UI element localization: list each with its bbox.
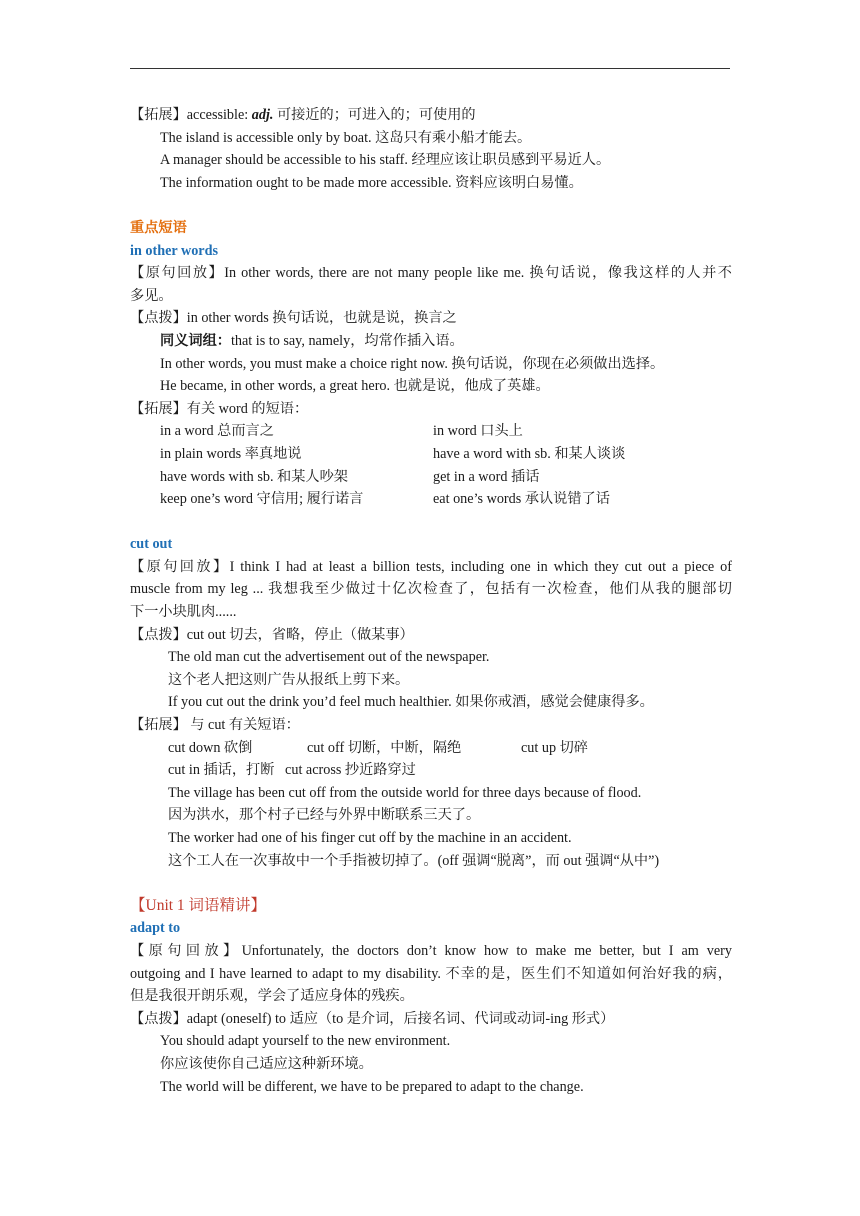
tip: 【点拨】adapt (oneself) to 适应（to 是介词，后接名词、代词或动词-ing 形式） (130, 1010, 615, 1027)
example-sentence: In other words, you must make a choice right now. 换句话说，你现在必须做出选择。 (160, 355, 665, 372)
tip: 【点拨】cut out 切去，省略，停止（做某事） (130, 626, 414, 643)
original-sentence-cont: 但是我很开朗乐观，学会了适应身体的残疾。 (130, 988, 414, 1005)
phrase-pair-row: in a word 总而言之 in word 口头上 (160, 423, 523, 440)
original-sentence: 【原句回放】In other words, there are not many people like me. 换句话说，像我这样的人并不 (130, 265, 732, 282)
example-sentence: The village has been cut off from the outside world for three days because of flood. (168, 784, 642, 801)
example-sentence: The information ought to be made more accessible. 资料应该明白易懂。 (160, 174, 583, 191)
phrase-title: in other words (130, 242, 219, 259)
header-rule (130, 68, 730, 69)
extension-head: 【拓展】有关 word 的短语： (130, 400, 309, 417)
original-sentence-cont: outgoing and I have learned to adapt to my disability. 不幸的是，医生们不知道如何治好我的病， (130, 965, 732, 982)
tip: 【点拨】in other words 换句话说，也就是说，换言之 (130, 310, 457, 327)
example-sentence: The world will be different, we have to be prepared to adapt to the change. (160, 1078, 584, 1095)
example-sentence: The worker had one of his finger cut off by the machine in an accident. (168, 830, 572, 846)
example-translation: 你应该使你自己适应这种新环境。 (160, 1055, 373, 1072)
synonym-line: 同义词组：that is to say, namely，均常作插入语。 (160, 332, 464, 349)
example-sentence: He became, in other words, a great hero. 也就是说，他成了英雄。 (160, 378, 550, 395)
phrase-title: cut out (130, 536, 173, 553)
original-sentence: 【原句回放】I think I had at least a billion tests, including one in which they cut out a piece of (130, 558, 732, 575)
original-sentence-cont: 下一小块肌肉...... (130, 604, 237, 621)
unit-title: 【Unit 1 词语精讲】 (130, 896, 267, 914)
extension-accessible: 【拓展】accessible: adj. 可接近的；可进入的；可使用的 (130, 107, 476, 123)
phrase-title: adapt to (130, 920, 181, 937)
example-translation: 这个工人在一次事故中一个手指被切掉了。(off 强调“脱离”，而 out 强调“从中”) (168, 852, 660, 869)
example-sentence: The island is accessible only by boat. 这岛只有乘小船才能去。 (160, 129, 532, 146)
example-sentence: If you cut out the drink you’d feel much healthier. 如果你戒酒，感觉会健康得多。 (168, 694, 654, 711)
cut-phrases-row: cut in 插话，打断 cut across 抄近路穿过 (168, 762, 416, 779)
original-sentence: 【原句回放】Unfortunately, the doctors don’t know how to make me better, but I am very (130, 942, 732, 959)
example-sentence: The old man cut the advertisement out of the newspaper. (168, 649, 490, 666)
phrase-pair-row: keep one’s word 守信用; 履行诺言 eat one’s words 承认说错了话 (160, 491, 610, 508)
section-title: 重点短语 (130, 219, 187, 236)
extension-head: 【拓展】 与 cut 有关短语： (130, 717, 300, 734)
phrase-pair-row: in plain words 率真地说 have a word with sb. 和某人谈谈 (160, 445, 626, 462)
cut-phrases-row: cut down 砍倒 cut off 切断，中断，隔绝 cut up 切碎 (168, 739, 588, 756)
original-sentence-cont: 多见。 (130, 287, 173, 304)
example-translation: 这个老人把这则广告从报纸上剪下来。 (168, 671, 410, 688)
original-sentence-cont: muscle from my leg ... 我想我至少做过十亿次检查了，包括有一次检查，他们从我的腿部切 (130, 581, 732, 598)
example-sentence: A manager should be accessible to his staff. 经理应该让职员感到平易近人。 (160, 152, 611, 169)
example-translation: 因为洪水，那个村子已经与外界中断联系三天了。 (168, 807, 481, 824)
phrase-pair-row: have words with sb. 和某人吵架 get in a word 插话 (160, 468, 540, 485)
example-sentence: You should adapt yourself to the new environment. (160, 1033, 451, 1050)
document-body (130, 104, 732, 1098)
